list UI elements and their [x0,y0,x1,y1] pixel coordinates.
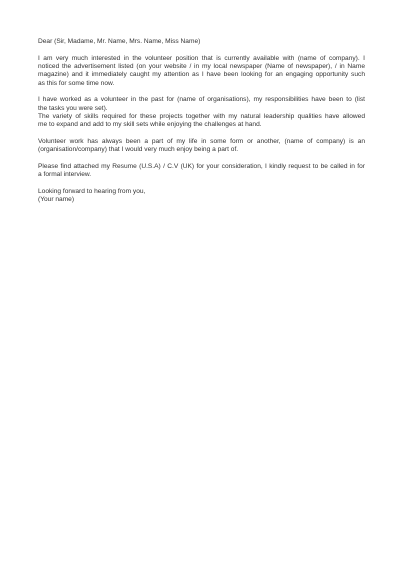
paragraph-line: the tasks you were set). [38,104,108,112]
salutation-text: Dear (Sir, Madame, Mr. Name, Mrs. Name, Miss Name) [38,38,201,45]
paragraph-volunteer-work [38,138,365,155]
paragraph-line: noticed the advertisement listed (on your website / in my local newspaper (Name of newspaper), / in Name [38,62,365,70]
paragraph-attachment [38,163,365,180]
paragraph-line: Please find attached my Resume (U.S.A) / C.V (UK) for your consideration, I kindly request to be called in for [38,162,365,170]
paragraph-experience [38,96,365,129]
paragraph-line: me to expand and add to my skill sets while enjoying the challenges at hand. [38,121,262,129]
paragraph-line: I have worked as a volunteer in the past for (name of organisations), my responsibilities have been to (list [38,96,365,104]
paragraph-line: Volunteer work has always been a part of my life in some form or another, (name of company) is an [38,137,365,145]
salutation [38,38,365,46]
paragraph-line: as this for some time now. [38,79,115,87]
signature: (Your name) [38,196,75,204]
paragraph-line: magazine) and it immediately caught my attention as I have been looking for an engaging opportunity such [38,71,365,79]
paragraph-line: a formal interview. [38,171,92,179]
letter-body [38,38,365,204]
paragraph-line: The variety of skills required for these projects together with my natural leadership qualities have allowed [38,112,365,120]
paragraph-interest [38,55,365,88]
closing [38,188,365,205]
paragraph-line: (organisation/company) that I would very much enjoy being a part of. [38,146,239,154]
closing-text: Looking forward to hearing from you, [38,187,146,195]
paragraph-line: I am very much interested in the volunteer position that is currently available with (name of company). I [38,54,365,62]
